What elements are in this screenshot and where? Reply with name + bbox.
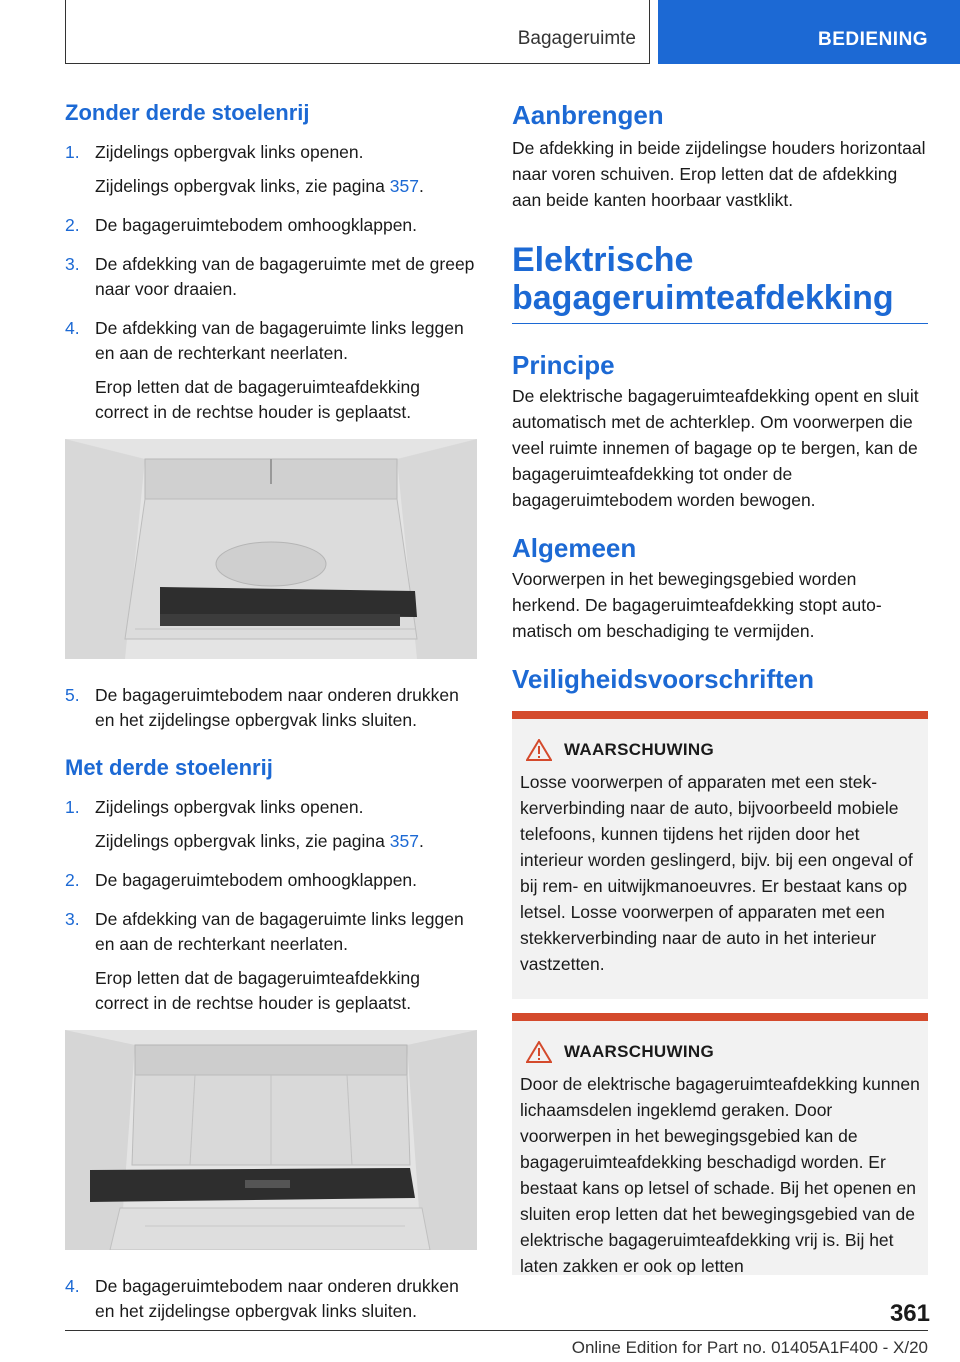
- warning-label: WAARSCHUWING: [564, 1042, 714, 1061]
- header-chapter-tab: BEDIENING: [658, 0, 960, 64]
- left-column: [65, 100, 477, 1338]
- list-item: [65, 683, 477, 733]
- step-text: De bagageruimtebodem naar onderen drukken en het zijdelingse opbergvak links sluiten.: [95, 685, 459, 730]
- warning-box: [512, 1013, 928, 1275]
- steps-list-2: [65, 795, 477, 1016]
- list-item: [65, 907, 477, 1016]
- footer-divider: [65, 1330, 928, 1331]
- step-subtext: Erop letten dat de bagageruimteafdekking correct in de rechtse houder is geplaatst.: [95, 968, 420, 1013]
- list-item: [65, 316, 477, 425]
- step-number: 4.: [65, 1276, 80, 1296]
- right-column: [512, 100, 928, 1275]
- step-number: 2.: [65, 215, 80, 235]
- step-subtext-end: .: [418, 176, 424, 196]
- step-subtext-text: Zijdelings opbergvak links, zie pagina: [95, 176, 390, 196]
- list-item: [65, 213, 477, 238]
- warning-text: Door de elektrische bagageruimteafdekking kunnen lichaamsdelen ingeklemd geraken. Door voorwerpen in het bewegingsgebied kan de bagageruimteafdekking beschadigd worden. Er bestaat kans op letsel of schade. Bij het openen en sluiten erop letten dat het bewegingsgebied van de elektrische bagageruimteafdekking vrij is. Bij het laten zakken er ook op letten: [520, 1074, 920, 1275]
- heading-algemeen: Algemeen: [512, 533, 637, 563]
- step-subtext: Erop letten dat de bagageruimteafdekking correct in de rechtse houder is geplaatst.: [95, 377, 420, 422]
- warning-box: [512, 711, 928, 999]
- heading-aanbrengen: Aanbrengen: [512, 100, 664, 130]
- heading-veiligheidsvoorschriften: Veiligheidsvoorschriften: [512, 664, 814, 694]
- footer-edition: Online Edition for Part no. 01405A1F400 - X/20: [571, 1338, 928, 1357]
- heading-met-derde-stoelenrij: Met derde stoelenrij: [65, 755, 273, 780]
- steps-list-1b: [65, 683, 477, 733]
- step-number: 1.: [65, 142, 80, 162]
- step-text: Zijdelings opbergvak links openen.: [95, 142, 364, 162]
- step-text: Zijdelings opbergvak links openen.: [95, 797, 364, 817]
- step-number: 3.: [65, 254, 80, 274]
- step-number: 4.: [65, 318, 80, 338]
- list-item: [65, 795, 477, 854]
- step-text: De afdekking van de bagageruimte links leggen en aan de rechterkant neerlaten.: [95, 318, 464, 363]
- header-frame: [65, 0, 650, 64]
- heading-elektrische-bagageruimteafdekking: Elektrische bagageruimteafdekking: [512, 241, 928, 324]
- page-link[interactable]: 357: [389, 831, 419, 851]
- step-subtext: [95, 829, 477, 854]
- warning-triangle-icon: [526, 1041, 552, 1063]
- cargo-area-illustration-1: [65, 439, 477, 659]
- steps-list-2b: [65, 1274, 477, 1324]
- cargo-area-illustration-2: [65, 1030, 477, 1250]
- page-link[interactable]: 357: [389, 176, 419, 196]
- list-item: [65, 1274, 477, 1324]
- warning-header: [520, 1041, 920, 1063]
- warning-text: Losse voorwerpen of apparaten met een stekkerverbinding naar de auto, bijvoorbeeld mobiele telefoons, kunnen tijdens het rijden door het interieur worden geslingerd, bijv. bij een ongeval of bij rem- en uitwijkmanoeuvres. Er bestaat kans op letsel. Losse voorwerpen of apparaten met een stekkerverbinding naar de auto in het interieur vastzetten.: [520, 772, 913, 974]
- header-section-title: Bagageruimte: [517, 28, 636, 49]
- warning-triangle-icon: [526, 739, 552, 761]
- step-text: De bagageruimtebodem omhoogklappen.: [95, 215, 418, 235]
- step-number: 2.: [65, 870, 80, 890]
- step-number: 1.: [65, 797, 80, 817]
- step-subtext-text: Zijdelings opbergvak links, zie pagina: [95, 831, 390, 851]
- heading-principe: Principe: [512, 350, 615, 380]
- step-subtext-end: .: [418, 831, 424, 851]
- step-text: De bagageruimtebodem omhoogklappen.: [95, 870, 418, 890]
- list-item: [65, 252, 477, 302]
- heading-zonder-derde-stoelenrij: Zonder derde stoelenrij: [65, 100, 310, 125]
- step-text: De bagageruimtebodem naar onderen drukken en het zijdelingse opbergvak links sluiten.: [95, 1276, 459, 1321]
- paragraph-aanbrengen: De afdekking in beide zijdelingse houders horizontaal naar voren schuiven. Erop letten dat de afdekking aan beide kanten hoorbaar vastklikt.: [512, 138, 926, 210]
- paragraph-principe: De elektrische bagageruimteafdekking opent en sluit automatisch met de achterklep. Om voorwerpen die veel ruimte innemen of bagage op te bergen, kan de bagageruimteafdekking tot onder de bagageruimtebodem worden bewogen.: [512, 386, 919, 510]
- page-number: 361: [889, 1300, 930, 1327]
- list-item: [65, 868, 477, 893]
- paragraph-algemeen: Voorwerpen in het bewegingsgebied worden herkend. De bagageruimteafdekking stopt automatisch om beschadiging te vermijden.: [512, 569, 882, 641]
- step-subtext: [95, 174, 477, 199]
- list-item: [65, 140, 477, 199]
- step-number: 3.: [65, 909, 80, 929]
- step-text: De afdekking van de bagageruimte links leggen en aan de rechterkant neerlaten.: [95, 909, 464, 954]
- steps-list-1: [65, 140, 477, 425]
- step-number: 5.: [65, 685, 80, 705]
- warning-label: WAARSCHUWING: [564, 740, 714, 759]
- step-text: De afdekking van de bagageruimte met de greep naar voor draaien.: [95, 254, 475, 299]
- warning-header: [520, 739, 920, 761]
